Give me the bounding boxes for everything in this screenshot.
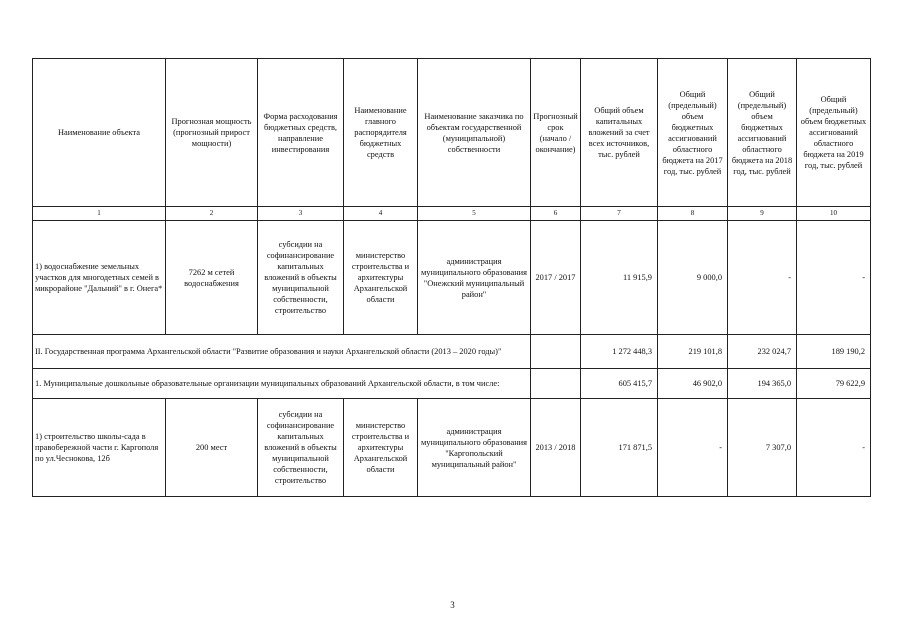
budget-2018-cell: -	[728, 221, 797, 335]
header-row	[33, 59, 871, 207]
budget-2019-cell: 79 622,9	[797, 369, 871, 399]
spending-form-cell: субсидии на софинансирование капитальных вложений в объекты муниципальной собственности, строительство	[258, 399, 344, 497]
budget-2019-cell: -	[797, 399, 871, 497]
empty-term-cell	[531, 335, 581, 369]
table-row-program-education	[33, 335, 871, 369]
capacity-cell: 7262 м сетей водоснабжения	[166, 221, 258, 335]
budget-manager-cell: министерство строительства и архитектуры Архангельской области	[344, 399, 418, 497]
section-name-cell: 1. Муниципальные дошкольные образовательные организации муниципальных образований Архангельской области, в том числе:	[33, 369, 531, 399]
column-number-row	[33, 207, 871, 221]
header-object-name: Наименование объекта	[33, 59, 166, 207]
column-number: 2	[166, 207, 258, 221]
column-number: 8	[658, 207, 728, 221]
table-row-school-kindergarten	[33, 399, 871, 497]
budget-table	[32, 58, 871, 497]
budget-2018-cell: 194 365,0	[728, 369, 797, 399]
budget-2017-cell: 9 000,0	[658, 221, 728, 335]
object-name-cell: 1) строительство школы-сада в правобережной части г. Каргополя по ул.Чеснокова, 12б	[33, 399, 166, 497]
budget-2018-cell: 232 024,7	[728, 335, 797, 369]
column-number: 4	[344, 207, 418, 221]
total-investment-cell: 171 871,5	[581, 399, 658, 497]
budget-2017-cell: 46 902,0	[658, 369, 728, 399]
term-cell: 2017 / 2017	[531, 221, 581, 335]
header-term: Прогнозный срок (начало / окончание)	[531, 59, 581, 207]
column-number: 5	[418, 207, 531, 221]
header-budget-2018: Общий (предельный) объем бюджетных ассигнований областного бюджета на 2018 год, тыс. рублей	[728, 59, 797, 207]
budget-2019-cell: -	[797, 221, 871, 335]
term-cell: 2013 / 2018	[531, 399, 581, 497]
header-capacity: Прогнозная мощность (прогнозный прирост мощности)	[166, 59, 258, 207]
column-number: 9	[728, 207, 797, 221]
column-number: 3	[258, 207, 344, 221]
customer-cell: администрация муниципального образования "Каргопольский муниципальный район"	[418, 399, 531, 497]
header-total-investment: Общий объем капитальных вложений за счет всех источников, тыс. рублей	[581, 59, 658, 207]
table-row-preschool-section	[33, 369, 871, 399]
column-number: 6	[531, 207, 581, 221]
program-name-cell: II. Государственная программа Архангельской области "Развитие образования и науки Архангельской области (2013 – 2020 годы)"	[33, 335, 531, 369]
column-number: 1	[33, 207, 166, 221]
header-customer: Наименование заказчика по объектам государственной (муниципальной) собственности	[418, 59, 531, 207]
object-name-cell: 1) водоснабжение земельных участков для многодетных семей в микрорайоне "Дальний" в г. Онега*	[33, 221, 166, 335]
customer-cell: администрация муниципального образования "Онежский муниципальный район"	[418, 221, 531, 335]
total-investment-cell: 605 415,7	[581, 369, 658, 399]
budget-2017-cell: 219 101,8	[658, 335, 728, 369]
table-row-water-supply	[33, 221, 871, 335]
total-investment-cell: 11 915,9	[581, 221, 658, 335]
header-spending-form: Форма расходования бюджетных средств, направление инвестирования	[258, 59, 344, 207]
column-number: 7	[581, 207, 658, 221]
page-number: 3	[450, 600, 455, 610]
header-budget-2017: Общий (предельный) объем бюджетных ассигнований областного бюджета на 2017 год, тыс. рублей	[658, 59, 728, 207]
total-investment-cell: 1 272 448,3	[581, 335, 658, 369]
spending-form-cell: субсидии на софинансирование капитальных вложений в объекты муниципальной собственности, строительство	[258, 221, 344, 335]
budget-2019-cell: 189 190,2	[797, 335, 871, 369]
empty-term-cell	[531, 369, 581, 399]
budget-2017-cell: -	[658, 399, 728, 497]
header-budget-manager: Наименование главного распорядителя бюджетных средств	[344, 59, 418, 207]
header-budget-2019: Общий (предельный) объем бюджетных ассигнований областного бюджета на 2019 год, тыс. рублей	[797, 59, 871, 207]
column-number: 10	[797, 207, 871, 221]
capacity-cell: 200 мест	[166, 399, 258, 497]
budget-manager-cell: министерство строительства и архитектуры Архангельской области	[344, 221, 418, 335]
budget-2018-cell: 7 307,0	[728, 399, 797, 497]
